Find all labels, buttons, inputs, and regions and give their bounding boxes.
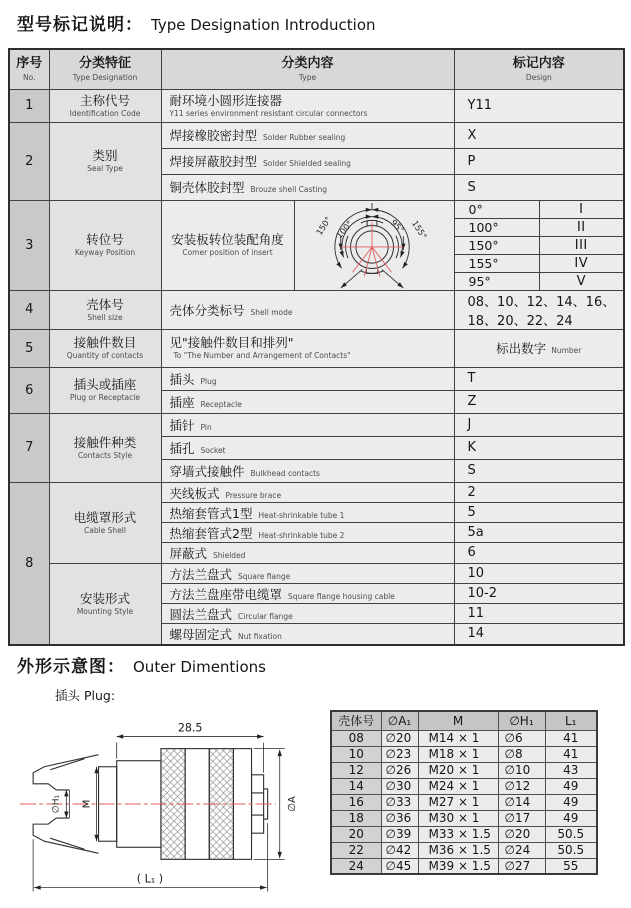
row8-code-4: 10 <box>454 563 624 583</box>
row6-code-0: T <box>454 367 624 390</box>
row3-angle-3: 155° <box>454 254 539 272</box>
row4-no: 4 <box>9 290 49 329</box>
row6-item-1: 插座 Receptacle <box>161 390 454 413</box>
row-8e <box>9 563 624 583</box>
row8-code-5: 10-2 <box>454 583 624 603</box>
dim-a-label: ∅A <box>286 796 298 812</box>
row-4 <box>9 290 624 329</box>
row6-no: 6 <box>9 367 49 413</box>
row4-content: 壳体分类标号 Shell mode <box>161 290 454 329</box>
dim-row-10: 10 ∅23 M18 × 1 ∅8 41 <box>331 746 597 762</box>
row-1 <box>9 89 624 122</box>
col-header-no <box>9 49 49 89</box>
dim-row-20: 20 ∅39 M33 × 1.5 ∅20 50.5 <box>331 826 597 842</box>
dim-row-18: 18 ∅36 M30 × 1 ∅17 49 <box>331 810 597 826</box>
row3-code-4: V <box>539 272 624 290</box>
row8-code-3: 6 <box>454 543 624 563</box>
row8-item-3: 屏蔽式 Shielded <box>161 543 454 563</box>
keyway-diagram-svg <box>295 201 453 290</box>
dim-row-24: 24 ∅45 M39 × 1.5 ∅27 55 <box>331 858 597 874</box>
row8-code-2: 5a <box>454 523 624 543</box>
row4-design: 08、10、12、14、16、 18、20、22、24 <box>454 290 624 329</box>
row8-feature-mounting: 安装形式 Mounting Style <box>49 563 161 645</box>
row3-angle-1: 100° <box>454 218 539 236</box>
row8-code-0: 2 <box>454 482 624 502</box>
row6-code-1: Z <box>454 390 624 413</box>
dim-header-l1: L₁ <box>545 711 597 730</box>
row8-code-7: 14 <box>454 624 624 645</box>
row-7 <box>9 413 624 436</box>
row3-code-0: I <box>539 200 624 218</box>
col-header-no-zh: 序号 <box>16 55 43 71</box>
row8-item-1: 热缩套管式1型 Heat-shrinkable tube 1 <box>161 502 454 522</box>
dim-bottom-label: ( L₁ ) <box>136 872 164 886</box>
row2-item-0: 焊接橡胶密封型 Solder Rubber sealing <box>161 122 454 148</box>
row8-no: 8 <box>9 482 49 645</box>
row7-item-1: 插孔 Socket <box>161 436 454 459</box>
dim-row-12: 12 ∅26 M20 × 1 ∅10 43 <box>331 762 597 778</box>
row3-feature: 转位号 Keyway Position <box>49 200 161 290</box>
keyway-angle-labels <box>313 214 428 240</box>
dim-top-label: 28.5 <box>177 721 203 735</box>
dim-header-row <box>331 711 597 730</box>
col-header-no-en: No. <box>23 72 36 82</box>
row3-code-2: III <box>539 236 624 254</box>
row8-feature-cable: 电缆罩形式 Cable Shell <box>49 482 161 563</box>
plug-label: 插头 Plug: <box>55 688 116 703</box>
dim-row-14: 14 ∅30 M24 × 1 ∅12 49 <box>331 778 597 794</box>
shell-dimension-table <box>330 710 598 875</box>
row2-item-1: 焊接屏蔽胶封型 Solder Shielded sealing <box>161 148 454 174</box>
row1-no: 1 <box>9 89 49 122</box>
dim-row-16: 16 ∅33 M27 × 1 ∅14 49 <box>331 794 597 810</box>
outer-dimensions-title <box>17 652 266 677</box>
dim-row-22: 22 ∅42 M36 × 1.5 ∅24 50.5 <box>331 842 597 858</box>
table-header-row <box>9 49 624 89</box>
row6-item-0: 插头 Plug <box>161 367 454 390</box>
row8-item-4: 方法兰盘式 Square flange <box>161 563 454 583</box>
row5-feature: 接触件数目 Quantity of contacts <box>49 329 161 367</box>
dim-header-shell: 壳体号 <box>331 711 381 730</box>
col-header-feature: 分类特征 Type Designation <box>49 49 161 89</box>
row8-item-5: 方法兰盘座带电缆罩 Square flange housing cable <box>161 583 454 603</box>
row3-keyway-diagram <box>294 200 454 290</box>
dim-header-a1: ∅A₁ <box>381 711 418 730</box>
row2-code-1: P <box>454 148 624 174</box>
col-header-content: 分类内容 Type <box>161 49 454 89</box>
row-3 <box>9 200 624 218</box>
page-title-zh: 型号标记说明： <box>17 15 143 35</box>
row8-item-2: 热缩套管式2型 Heat-shrinkable tube 2 <box>161 523 454 543</box>
row1-content: 耐环境小圆形连接器 Y11 series environment resistant circular connectors <box>161 89 454 122</box>
plug-drawing <box>12 708 324 904</box>
dim-header-m: M <box>418 711 498 730</box>
row8-item-0: 夹线板式 Pressure brace <box>161 482 454 502</box>
row5-content: 见"接触件数目和排列" To "The Number and Arrangement of Contacts" <box>161 329 454 367</box>
row8-code-6: 11 <box>454 604 624 624</box>
row8-code-1: 5 <box>454 502 624 522</box>
row2-item-2: 铜壳体胶封型 Brouze shell Casting <box>161 174 454 200</box>
row3-angle-4: 95° <box>454 272 539 290</box>
row3-no: 3 <box>9 200 49 290</box>
dim-m-label: M <box>81 799 93 809</box>
dimension-lines <box>33 737 285 892</box>
row7-feature: 接触件种类 Contacts Style <box>49 413 161 482</box>
row5-design: 标出数字 Number <box>454 329 624 367</box>
row7-code-2: S <box>454 459 624 482</box>
row-8 <box>9 482 624 502</box>
outer-title-en: Outer Dimentions <box>133 658 266 676</box>
dim-header-h1: ∅H₁ <box>498 711 545 730</box>
row-6 <box>9 367 624 390</box>
row5-no: 5 <box>9 329 49 367</box>
dim-h1-label: ∅H₁ <box>51 794 62 814</box>
row3-code-3: IV <box>539 254 624 272</box>
angle-label-155: 155° <box>409 218 429 241</box>
row2-code-2: S <box>454 174 624 200</box>
outer-title-zh: 外形示意图： <box>17 657 125 677</box>
row4-feature: 壳体号 Shell size <box>49 290 161 329</box>
angle-label-150: 150° <box>313 214 333 237</box>
row-5 <box>9 329 624 367</box>
row8-item-7: 螺母固定式 Nut fixation <box>161 624 454 645</box>
row1-feature: 主称代号 Identification Code <box>49 89 161 122</box>
page-title <box>17 10 376 35</box>
plug-drawing-svg <box>12 708 324 904</box>
angle-label-95: 95° <box>388 217 406 235</box>
col-header-design: 标记内容 Design <box>454 49 624 89</box>
row7-item-2: 穿墙式接触件 Bulkhead contacts <box>161 459 454 482</box>
row3-code-1: II <box>539 218 624 236</box>
row7-item-0: 插针 Pin <box>161 413 454 436</box>
row2-no: 2 <box>9 122 49 200</box>
row2-feature: 类别 Seal Type <box>49 122 161 200</box>
row7-code-0: J <box>454 413 624 436</box>
row3-angle-0: 0° <box>454 200 539 218</box>
row2-code-0: X <box>454 122 624 148</box>
page-title-en: Type Designation Introduction <box>151 16 376 34</box>
angle-label-100: 100° <box>333 218 355 240</box>
row7-code-1: K <box>454 436 624 459</box>
row7-no: 7 <box>9 413 49 482</box>
row-2 <box>9 122 624 148</box>
row6-feature: 插头或插座 Plug or Receptacle <box>49 367 161 413</box>
row3-content: 安装板转位装配角度 Comer position of insert <box>161 200 294 290</box>
dim-row-08: 08 ∅20 M14 × 1 ∅6 41 <box>331 730 597 746</box>
row3-angle-2: 150° <box>454 236 539 254</box>
type-designation-table <box>8 48 625 646</box>
row1-design: Y11 <box>454 89 624 122</box>
row8-item-6: 圆法兰盘式 Circular flange <box>161 604 454 624</box>
